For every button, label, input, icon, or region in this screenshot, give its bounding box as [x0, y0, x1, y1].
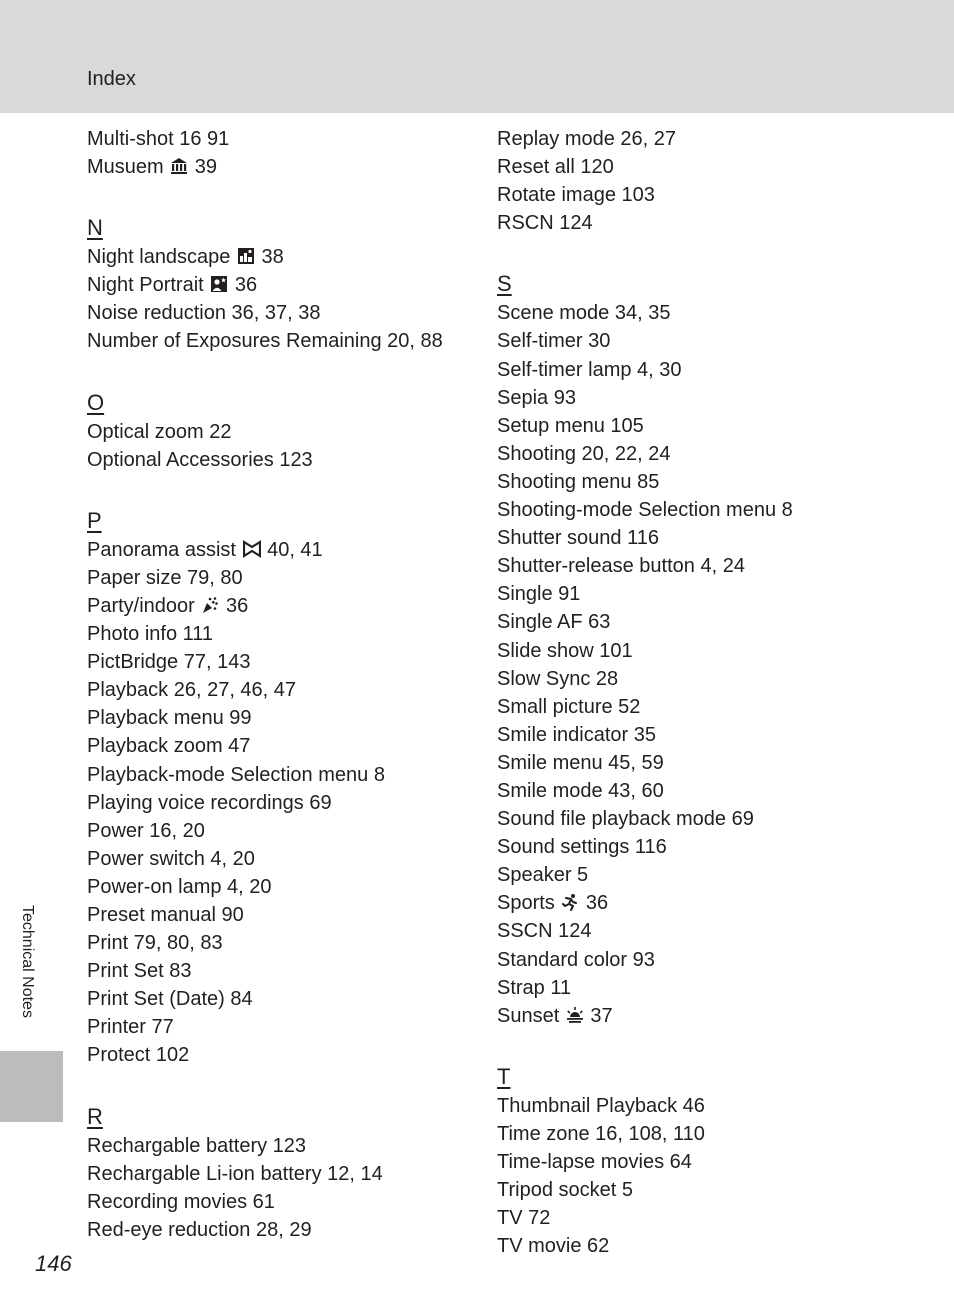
panorama-icon — [243, 540, 261, 558]
index-entry: SSCN 124 — [497, 920, 592, 943]
index-entry: TV 72 — [497, 1207, 551, 1230]
index-entry: Protect 102 — [87, 1044, 190, 1067]
night-portrait-icon — [210, 275, 228, 293]
index-entry: Self-timer lamp 4, 30 — [497, 358, 682, 381]
index-entry: Optional Accessories 123 — [87, 448, 313, 471]
index-entry: Playing voice recordings 69 — [87, 791, 332, 814]
sunset-icon — [566, 1006, 584, 1024]
index-entry: Playback-mode Selection menu 8 — [87, 763, 385, 786]
index-entry: Slow Sync 28 — [497, 667, 619, 690]
index-entry: Sunset 37 — [497, 1004, 613, 1027]
index-entry: Smile indicator 35 — [497, 723, 656, 746]
index-entry: Print Set 83 — [87, 960, 192, 983]
index-entry: RSCN 124 — [497, 212, 593, 235]
index-entry: Power-on lamp 4, 20 — [87, 875, 272, 898]
index-entry: Panorama assist 40, 41 — [87, 538, 323, 561]
index-entry: Optical zoom 22 — [87, 420, 232, 443]
index-entry: Playback menu 99 — [87, 707, 252, 730]
index-entry: Sports 36 — [497, 892, 609, 915]
index-entry: Preset manual 90 — [87, 903, 244, 926]
page-header-title: Index — [87, 68, 136, 90]
section-letter-s: S — [497, 271, 512, 297]
section-letter-p: P — [87, 507, 102, 533]
index-entry: Time-lapse movies 64 — [497, 1151, 692, 1173]
section-letter-o: O — [87, 389, 105, 415]
index-entry: Musuem 39 — [87, 156, 218, 179]
index-entry: Strap 11 — [497, 976, 572, 999]
index-entry: Paper size 79, 80 — [87, 566, 243, 589]
index-entry: Shooting menu 85 — [497, 470, 660, 493]
index-entry: PictBridge 77, 143 — [87, 651, 251, 674]
index-entry: Rechargable Li-ion battery 12, 14 — [87, 1162, 383, 1185]
index-entry: Speaker 5 — [497, 864, 589, 887]
index-entry: Playback 26, 27, 46, 47 — [87, 679, 297, 702]
index-entry: Shutter-release button 4, 24 — [497, 555, 745, 578]
index-entry: Number of Exposures Remaining 20, 88 — [87, 330, 443, 353]
index-entry: TV movie 62 — [497, 1235, 610, 1258]
index-entry: Recording movies 61 — [87, 1190, 275, 1213]
index-entry: Sepia 93 — [497, 386, 576, 409]
header-band — [0, 0, 954, 113]
index-entry: Single 91 — [497, 583, 581, 606]
side-tab — [0, 1051, 63, 1122]
index-entry: Shooting 20, 22, 24 — [497, 442, 671, 465]
index-entry: Sound settings 116 — [497, 836, 667, 859]
index-entry: Reset all 120 — [497, 156, 614, 179]
index-entry: Print Set (Date) 84 — [87, 988, 253, 1011]
index-entry: Night landscape 38 — [87, 246, 284, 269]
index-entry: Smile mode 43, 60 — [497, 779, 664, 802]
index-entry: Shutter sound 116 — [497, 527, 659, 550]
index-entry: Rechargable battery 123 — [87, 1134, 307, 1157]
index-entry: Thumbnail Playback 46 — [497, 1094, 705, 1117]
index-entry: Print 79, 80, 83 — [87, 932, 223, 955]
index-entry: Night Portrait 36 — [87, 274, 258, 297]
index-entry: Tripod socket 5 — [497, 1179, 633, 1202]
index-entry: Small picture 52 — [497, 695, 641, 718]
index-entry: Self-timer 30 — [497, 330, 611, 353]
index-entry: Replay mode 26, 27 — [497, 128, 677, 150]
index-entry: Party/indoor 36 — [87, 594, 249, 617]
sports-icon — [561, 893, 579, 911]
index-entry: Rotate image 103 — [497, 184, 655, 207]
museum-icon — [170, 157, 188, 175]
side-tab-label: Technical Notes — [19, 905, 36, 1018]
index-column-right — [497, 125, 937, 1260]
index-column-left — [87, 125, 487, 1244]
index-entry: Smile menu 45, 59 — [497, 751, 664, 774]
index-entry: Standard color 93 — [497, 948, 655, 971]
index-entry: Playback zoom 47 — [87, 735, 251, 758]
section-letter-t: T — [497, 1063, 511, 1089]
index-entry: Printer 77 — [87, 1016, 174, 1039]
index-entry: Photo info 111 — [87, 623, 214, 646]
section-letter-n: N — [87, 215, 103, 241]
index-entry: Noise reduction 36, 37, 38 — [87, 302, 321, 325]
index-entry: Setup menu 105 — [497, 414, 644, 437]
index-entry: Slide show 101 — [497, 639, 633, 662]
index-entry: Single AF 63 — [497, 611, 611, 634]
index-entry: Multi-shot 16 91 — [87, 128, 230, 150]
index-entry: Scene mode 34, 35 — [497, 302, 671, 325]
section-letter-r: R — [87, 1103, 103, 1129]
index-entry: Power 16, 20 — [87, 819, 205, 842]
index-entry: Red-eye reduction 28, 29 — [87, 1218, 312, 1241]
page-number: 146 — [35, 1251, 72, 1276]
index-entry: Power switch 4, 20 — [87, 847, 255, 870]
night-landscape-icon — [237, 247, 255, 265]
index-entry: Shooting-mode Selection menu 8 — [497, 499, 793, 522]
index-entry: Sound file playback mode 69 — [497, 808, 754, 831]
index-entry: Time zone 16, 108, 110 — [497, 1122, 705, 1145]
party-indoor-icon — [201, 596, 219, 614]
